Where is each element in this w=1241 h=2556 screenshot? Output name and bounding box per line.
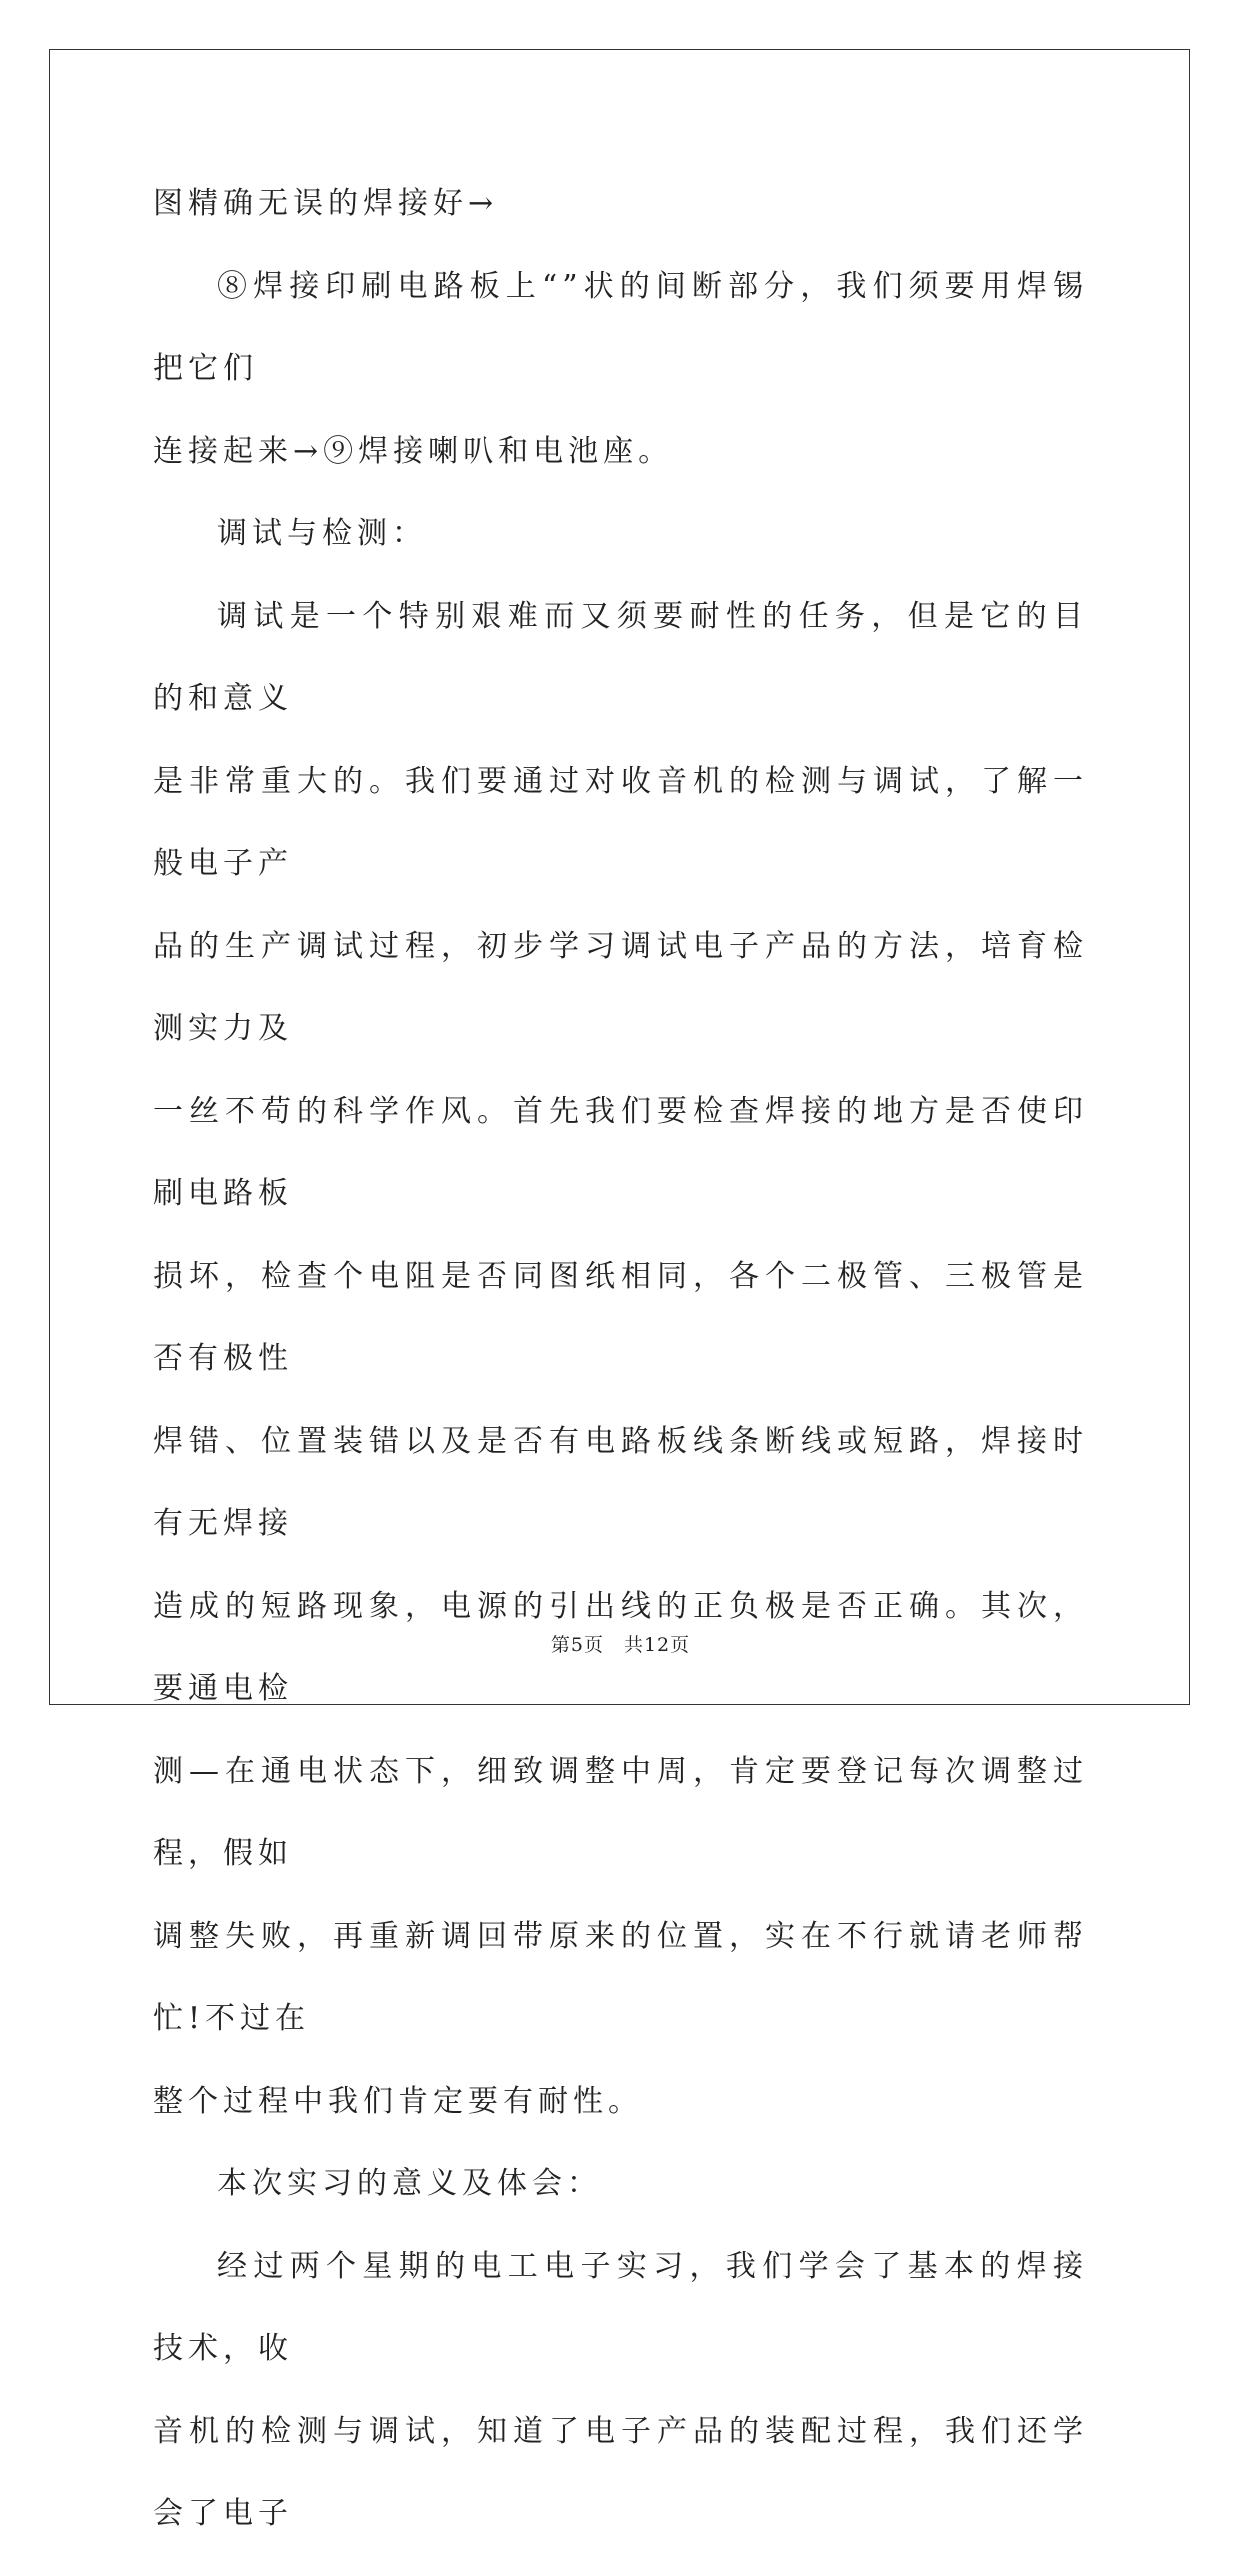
text-line: 调整失败，再重新调回带原来的位置，实在不行就请老师帮忙!不过在	[153, 1918, 1088, 2036]
text-line: 损坏，检查个电阻是否同图纸相同，各个二极管、三极管是否有极性	[153, 1258, 1088, 1376]
text-line: 音机的检测与调试，知道了电子产品的装配过程，我们还学会了电子	[153, 2413, 1088, 2531]
section-heading: 本次实习的意义及体会：	[217, 2166, 602, 2201]
text-line: 整个过程中我们肯定要有耐性。	[153, 2083, 643, 2119]
text-line: 造成的短路现象，电源的引出线的正负极是否正确。其次，要通电检	[153, 1588, 1088, 1706]
text-line: 品的生产调试过程，初步学习调试电子产品的方法，培育检测实力及	[153, 928, 1088, 1046]
section-heading: 调试与检测：	[217, 516, 427, 551]
text-line: 图精确无误的焊接好→	[153, 186, 499, 221]
text-line: 连接起来→⑨焊接喇叭和电池座。	[153, 433, 674, 469]
text-line: 经过两个星期的电工电子实习，我们学会了基本的焊接技术，收	[153, 2248, 1088, 2366]
text-line: 一丝不苟的科学作风。首先我们要检查焊接的地方是否使印刷电路板	[153, 1093, 1088, 1211]
text-line: 是非常重大的。我们要通过对收音机的检测与调试，了解一般电子产	[153, 763, 1088, 881]
text-line: 焊错、位置装错以及是否有电路板线条断线或短路，焊接时有无焊接	[153, 1423, 1088, 1541]
document-body	[153, 163, 1088, 2556]
text-line: ⑧焊接印刷电路板上“”状的间断部分，我们须要用焊锡把它们	[153, 268, 1088, 386]
text-line: 调试是一个特别艰难而又须要耐性的任务，但是它的目的和意义	[153, 598, 1088, 716]
page-number-footer: 第5页 共12页	[550, 1634, 691, 1656]
text-line: 测—在通电状态下，细致调整中周，肯定要登记每次调整过程，假如	[153, 1753, 1088, 1871]
